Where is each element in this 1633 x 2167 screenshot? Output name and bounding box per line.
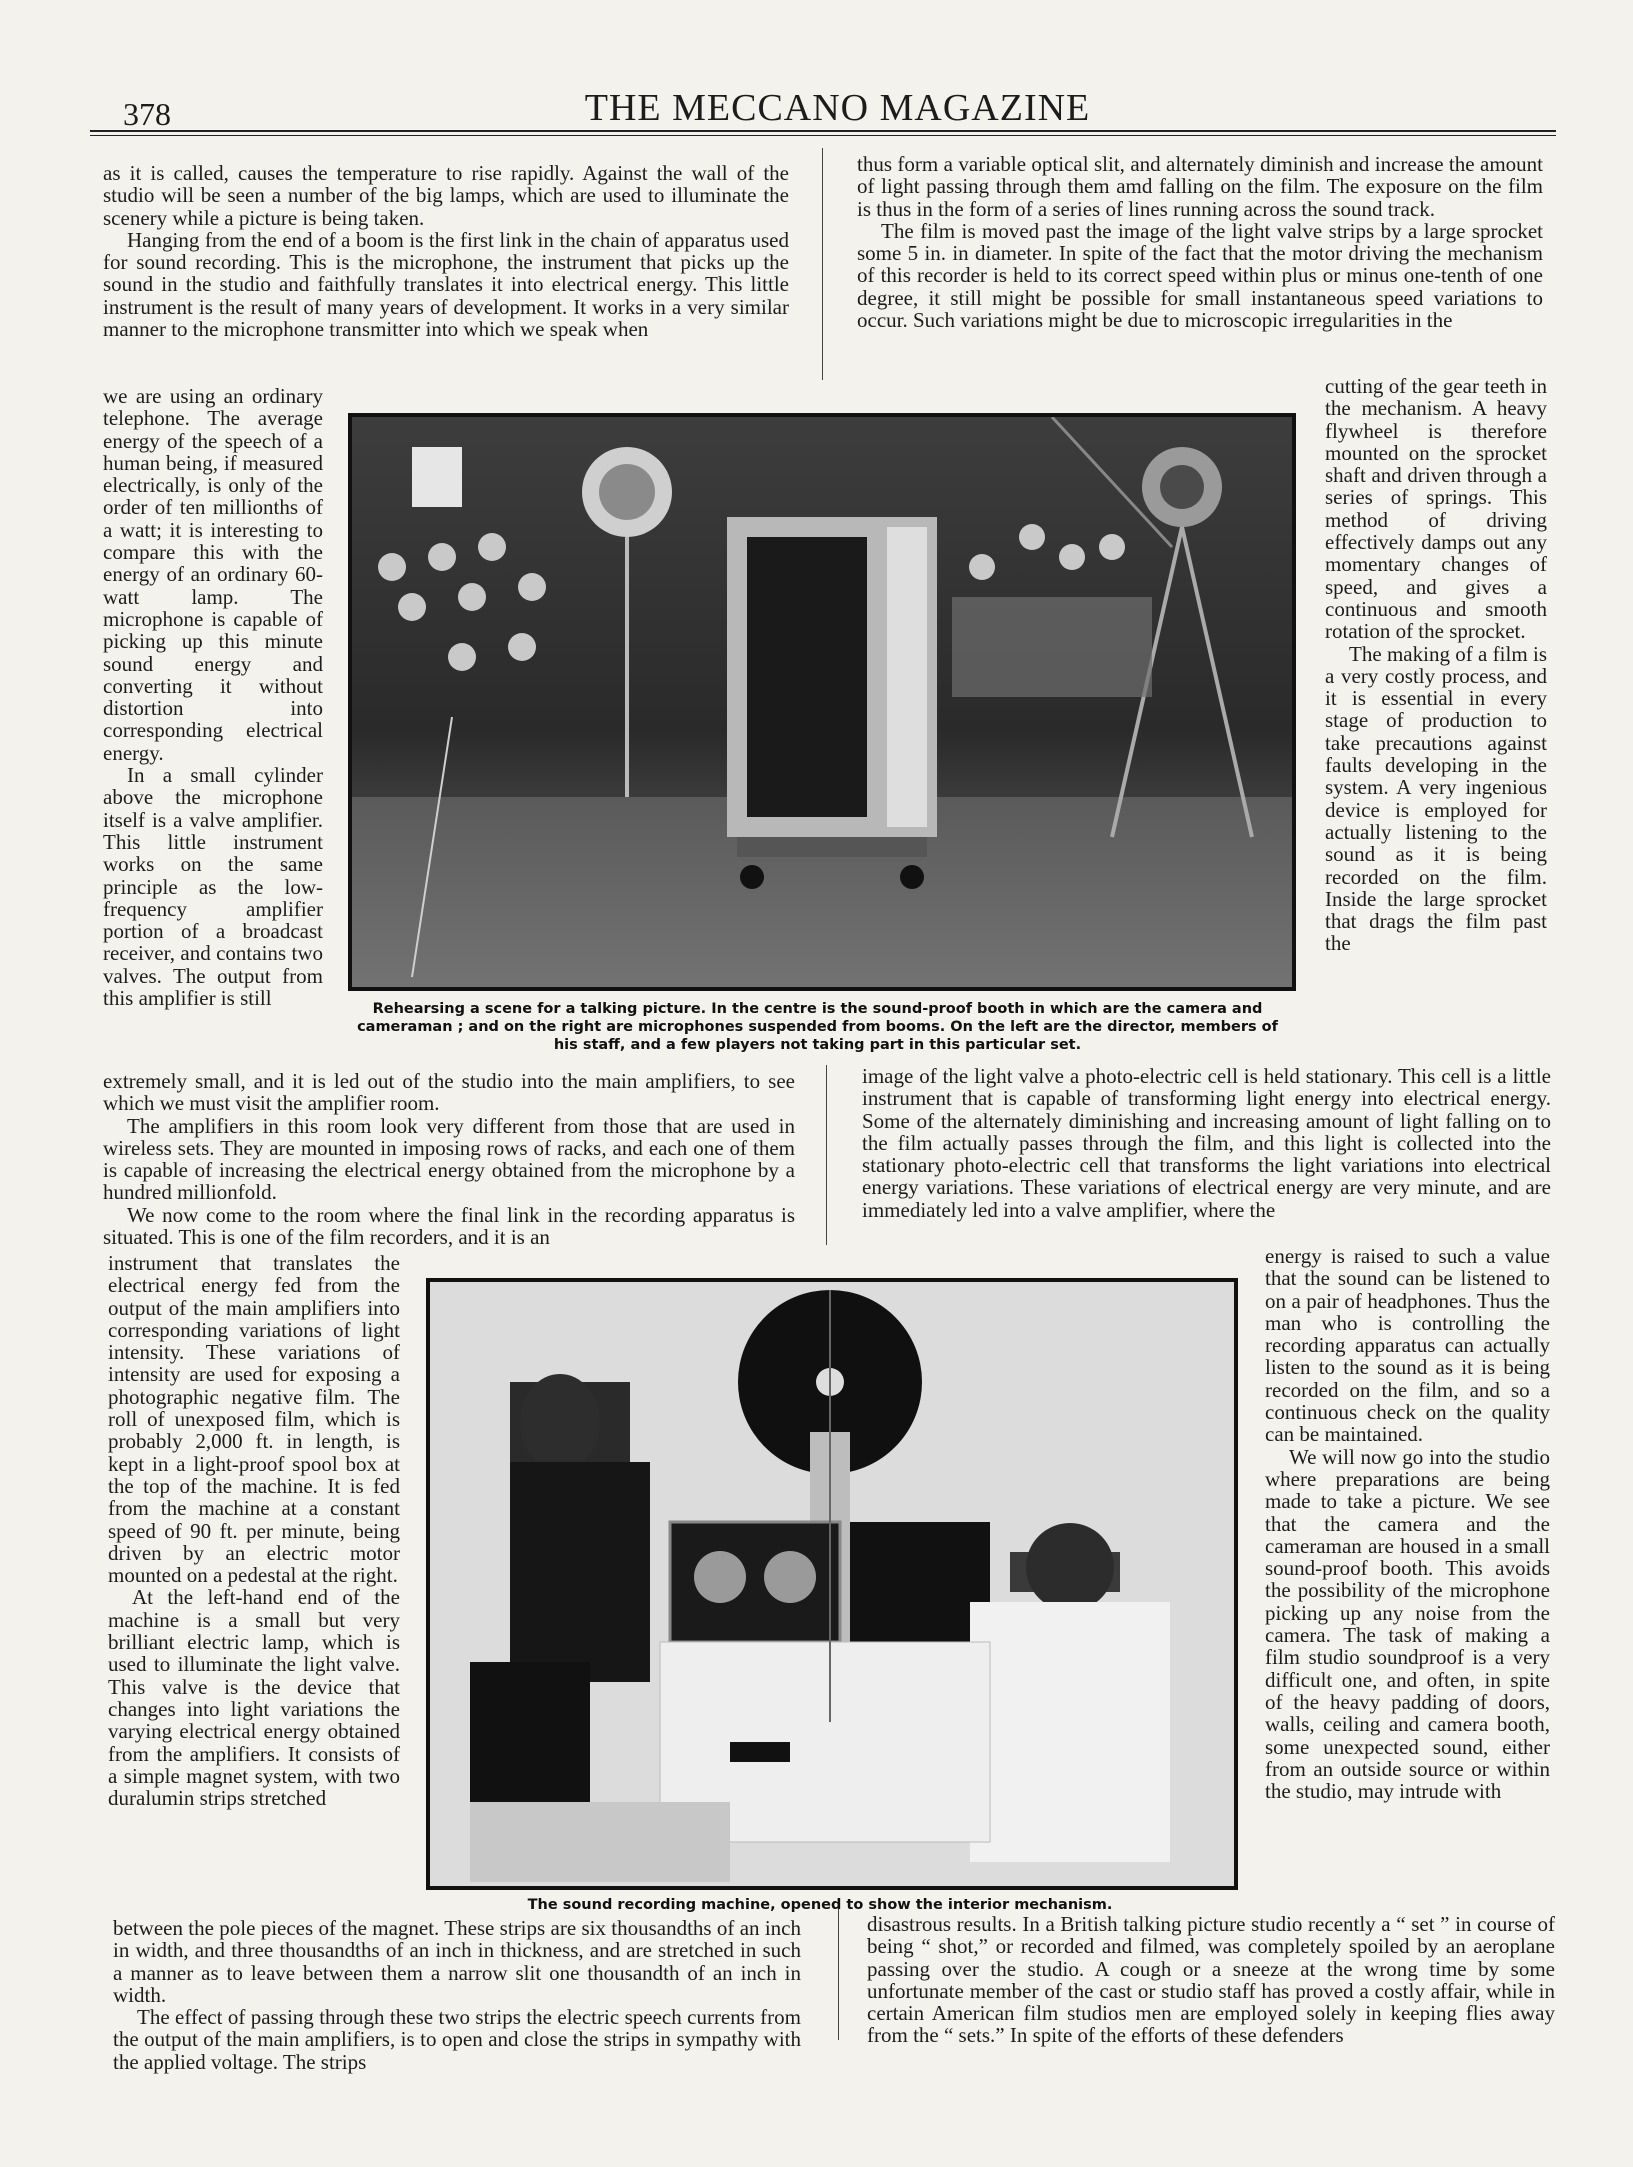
paragraph: At the left-hand end of the machine is a small but very brilliant electric lamp, which is used to illuminate the light valve. This valve is the device that changes into light variations the varying electrical energy obtained from the amplifiers. It consists of a simple magnet system, with two duralumin strips stretched <box>108 1585 400 1811</box>
page-number: 378 <box>123 96 171 132</box>
paragraph: between the pole pieces of the magnet. These strips are six thousandths of an inch in width, and three thousandths of an inch in thickness, and are stretched in such a manner as to leave between them a narrow slit one thousandth of an inch in width. <box>113 1916 801 2007</box>
paragraph: cutting of the gear teeth in the mechanism. A heavy flywheel is therefore mounted on the sprocket shaft and driven through a series of springs. This method of driving effectively damps out any momentary changes of speed, and gives a continuous and smooth rotation of the sprocket. <box>1325 374 1547 644</box>
paragraph: disastrous results. In a British talking picture studio recently a “ set ” in course of being “ shot,” or recorded and filmed, was completely spoiled by an aeroplane passing over the studio. A cough or a sneeze at the wrong time by some unfortunate member of the cast or studio staff has proved a costly affair, while in certain American film studios men are employed solely in keeping flies away from the “ sets.” In spite of the efforts of these defenders <box>867 1912 1555 2048</box>
paragraph: The film is moved past the image of the light valve strips by a large sprocket some 5 in. in diameter. In spite of the fact that the motor driving the mechanism of this recorder is held to its correct speed within plus or minus one-tenth of one degree, it still might be possible for small instantaneous speed variations to occur. Such variations might be due to microscopic irregularities in the <box>857 218 1543 333</box>
paragraph: energy is raised to such a value that the sound can be listened to on a pair of headphones. Thus the man who is controlling the recording apparatus can actually listen to the sound as it is being recorded on the film, and so a continuous check on the quality can be maintained. <box>1265 1244 1550 1447</box>
text-block-middle-left <box>103 1070 795 1248</box>
text-block-narrow-left-2 <box>108 1252 400 1809</box>
text-block-top-right <box>857 153 1543 331</box>
studio-photo-caption: Rehearsing a scene for a talking picture. In the centre is the sound-proof booth in which are the camera and cameraman ; and on the right are microphones suspended from booms. On the left are the director, members of his staff, and a few players not taking part in this particular set. <box>357 1001 1278 1053</box>
text-block-middle-right <box>862 1065 1551 1221</box>
text-block-top-left <box>103 162 789 340</box>
paragraph: image of the light valve a photo-electric cell is held stationary. This cell is a little instrument that is capable of transforming light energy into electrical energy. Some of the alternately diminishing and increasing amount of light falling on to the film actually passes through the film, and this light is collected into the stationary photo-electric cell that transforms the light variations into electrical energy variations. These variations of electrical energy are very minute, and are immediately led into a valve amplifier, where the <box>862 1064 1551 1222</box>
column-divider <box>826 1065 827 1245</box>
text-block-narrow-right-1 <box>1325 375 1547 955</box>
paragraph: Hanging from the end of a boom is the first link in the chain of apparatus used for sound recording. This is the microphone, the instrument that picks up the sound in the studio and faithfully translates it into electrical energy. This little instrument is the result of many years of development. It works in a very similar manner to the microphone transmitter into which we speak when <box>103 227 789 342</box>
text-block-narrow-right-2 <box>1265 1245 1550 1802</box>
paragraph: We will now go into the studio where preparations are being made to take a picture. We see that the camera and the cameraman are housed in a small sound-proof booth. This avoids the possibility of the microphone picking up any noise from the camera. The task of making a film studio soundproof is a very difficult one, and often, in spite of the heavy padding of doors, walls, ceiling and camera booth, some unexpected sound, either from an outside source or within the studio, may intrude with <box>1265 1444 1550 1804</box>
column-divider <box>838 1908 839 2040</box>
paragraph: The amplifiers in this room look very different from those that are used in wireless sets. They are mounted in imposing rows of racks, and each one of them is capable of increasing the electrical energy obtained from the microphone by a hundred millionfold. <box>103 1113 795 1205</box>
studio-photo-image <box>352 417 1292 987</box>
paragraph: extremely small, and it is led out of the studio into the main amplifiers, to see which we must visit the amplifier room. <box>103 1069 795 1116</box>
paragraph: as it is called, causes the temperature to rise rapidly. Against the wall of the studio will be seen a number of the big lamps, which are used to illuminate the scenery while a picture is being taken. <box>103 161 789 230</box>
header-rule <box>90 130 1556 132</box>
header-rule-thin <box>90 135 1556 136</box>
text-block-bottom-right <box>867 1913 1555 2047</box>
recorder-photo-image <box>430 1282 1234 1886</box>
paragraph: The making of a film is a very costly process, and it is essential in every stage of production to take precautions against faults developing in the system. A very ingenious device is employed for actually listening to the sound as it is being recorded on the film. Inside the large sprocket that drags the film past the <box>1325 641 1547 956</box>
paragraph: In a small cylinder above the microphone itself is a valve amplifier. This little instrument works on the same principle as the low-frequency amplifier portion of a broadcast receiver, and contains two valves. The output from this amplifier is still <box>103 763 323 1011</box>
paragraph: instrument that translates the electrical energy fed from the output of the main amplifiers into corresponding variations of light intensity. These variations of intensity are used for exposing a photographic negative film. The roll of unexposed film, which is probably 2,000 ft. in length, is kept in a light-proof spool box at the top of the machine. It is fed from the machine at a constant speed of 90 ft. per minute, being driven by an electric motor mounted on a pedestal at the right. <box>108 1251 400 1588</box>
text-block-bottom-left <box>113 1917 801 2073</box>
magazine-title: THE MECCANO MAGAZINE <box>584 87 1091 129</box>
paragraph: The effect of passing through these two strips the electric speech currents from the output of the main amplifiers, is to open and close the strips in sympathy with the applied voltage. The strips <box>113 2005 801 2074</box>
paragraph: we are using an ordinary telephone. The average energy of the speech of a human being, if measured electrically, is only of the order of ten millionths of a watt; it is interesting to compare this with the energy of an ordinary 60-watt lamp. The microphone is capable of picking up this minute sound energy and converting it without distortion into corresponding electrical energy. <box>103 384 323 765</box>
recorder-photo-caption: The sound recording machine, opened to show the interior mechanism. <box>527 1897 1113 1913</box>
recorder-photo <box>426 1278 1238 1890</box>
paragraph: We now come to the room where the final link in the recording apparatus is situated. This is one of the film recorders, and it is an <box>103 1202 795 1250</box>
text-block-narrow-left-1 <box>103 385 323 1009</box>
column-divider <box>822 148 823 380</box>
paragraph: thus form a variable optical slit, and alternately diminish and increase the amount of light passing through them amd falling on the film. The exposure on the film is thus in the form of a series of lines running across the sound track. <box>857 152 1543 221</box>
studio-photo <box>348 413 1296 991</box>
